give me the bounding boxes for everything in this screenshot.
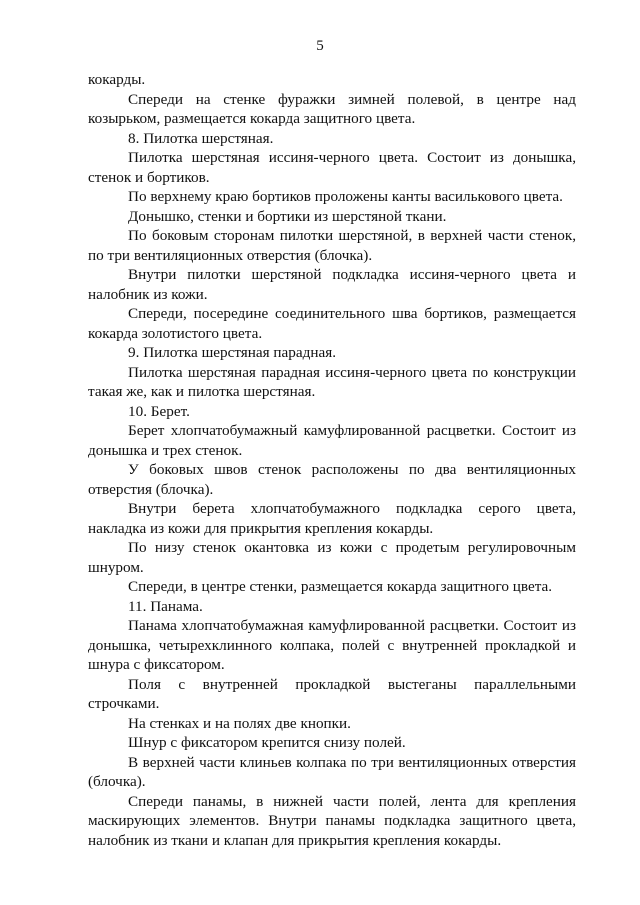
paragraph: Спереди панамы, в нижней части полей, лента для крепления маскирующих элементов. Внутри панамы подкладка защитного цвета, налобник из ткани и клапан для прикрытия крепления кокарды. <box>88 792 576 849</box>
paragraph: Берет хлопчатобумажный камуфлированной расцветки. Состоит из донышка и трех стенок. <box>88 422 576 459</box>
paragraph: Внутри пилотки шерстяной подкладка иссиня-черного цвета и налобник из кожи. <box>88 266 576 303</box>
paragraph: Внутри берета хлопчатобумажного подкладка серого цвета, накладка из кожи для прикрытия крепления кокарды. <box>88 500 576 537</box>
section-heading: 11. Панама. <box>128 597 203 615</box>
paragraph: По боковым сторонам пилотки шерстяной, в верхней части стенок, по три вентиляционных отверстия (блочка). <box>88 227 576 264</box>
paragraph: У боковых швов стенок расположены по два вентиляционных отверстия (блочка). <box>88 461 576 498</box>
paragraph: Шнур с фиксатором крепится снизу полей. <box>128 734 406 751</box>
paragraph: Поля с внутренней прокладкой выстеганы параллельными строчками. <box>88 675 576 712</box>
paragraph: Донышко, стенки и бортики из шерстяной ткани. <box>128 207 447 225</box>
paragraph: Спереди, посередине соединительного шва бортиков, размещается кокарда золотистого цвета. <box>88 305 576 342</box>
paragraph: Панама хлопчатобумажная камуфлированной расцветки. Состоит из донышка, четырехклинного колпака, полей с внутренней прокладкой и шнура с фиксатором. <box>88 617 576 673</box>
paragraph: Пилотка шерстяная иссиня-черного цвета. Состоит из донышка, стенок и бортиков. <box>88 149 576 186</box>
section-heading: 8. Пилотка шерстяная. <box>128 129 274 147</box>
paragraph: По низу стенок окантовка из кожи с продетым регулировочным шнуром. <box>88 539 576 576</box>
paragraph: Спереди на стенке фуражки зимней полевой, в центре над козырьком, размещается кокарда защитного цвета. <box>88 90 576 127</box>
section-heading: 10. Берет. <box>128 402 190 420</box>
section-heading: 9. Пилотка шерстяная парадная. <box>128 344 337 361</box>
page-number: 5 <box>316 38 324 54</box>
paragraph: Пилотка шерстяная парадная иссиня-черного цвета по конструкции такая же, как и пилотка шерстяная. <box>88 363 576 400</box>
paragraph: По верхнему краю бортиков проложены канты василькового цвета. <box>128 188 563 205</box>
document-body <box>88 70 576 850</box>
paragraph: кокарды. <box>88 71 146 88</box>
paragraph: В верхней части клиньев колпака по три вентиляционных отверстия (блочка). <box>88 753 576 790</box>
paragraph: Спереди, в центре стенки, размещается кокарда защитного цвета. <box>128 578 553 595</box>
paragraph: На стенках и на полях две кнопки. <box>128 714 351 732</box>
